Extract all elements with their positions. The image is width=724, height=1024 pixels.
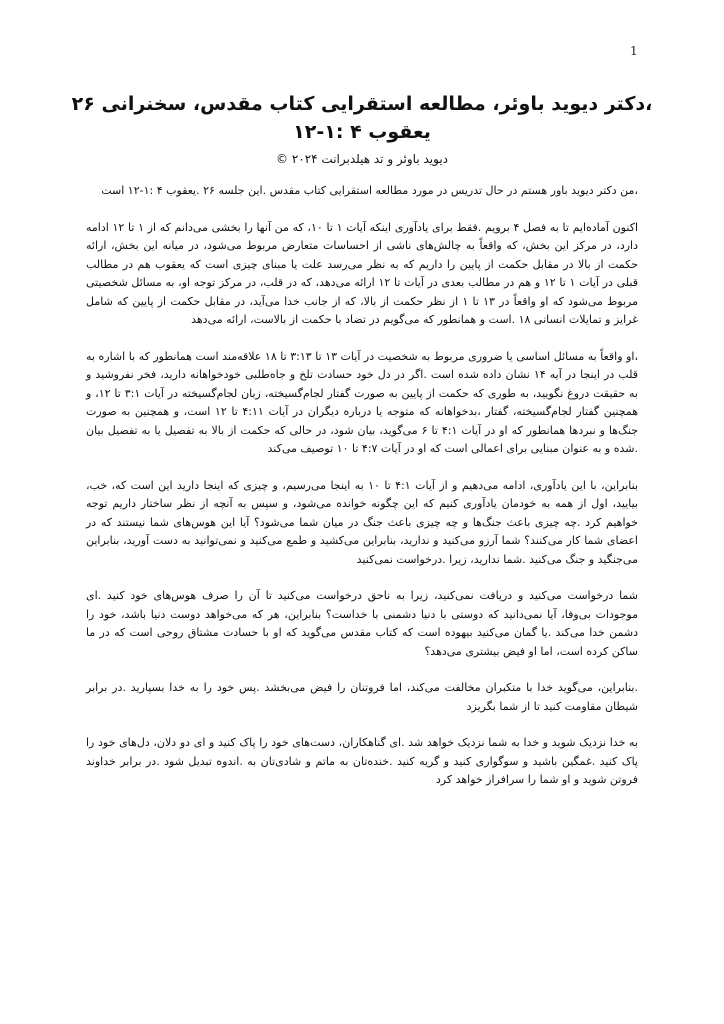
document-body xyxy=(86,182,638,808)
title-line-2: یعقوب ۴ :۱-۱۲ xyxy=(293,121,431,143)
paragraph: .بنابراین، می‌گوید خدا با متکبران مخالفت می‌کند، اما فروتنان را فیض می‌بخشد .پس خود را به خدا بسپارید .در برابر شیطان مقاومت کنید تا از شما بگریزد xyxy=(86,681,638,713)
paragraph: ،من دکتر دیوید باور هستم در حال تدریس در مورد مطالعه استقرایی کتاب مقدس .این جلسه ۲۶ .یعقوب ۴ :۱-۱۲ است xyxy=(101,184,638,197)
document-header xyxy=(60,90,664,168)
copyright-line: دیوید باوئر و تد هیلدبرانت ۲۰۲۴ © xyxy=(275,152,449,166)
paragraph: شما درخواست می‌کنید و دریافت نمی‌کنید، زیرا به ناحق درخواست می‌کنید تا آن را صرف هوس‌های خود کنید .ای موجودات بی‌وفا، آیا نمی‌دانید که دوستی با دنیا دشمنی با خداست؟ بنابراین، هر که می‌خواهد دوست دنیا باشد، خود را دشمن خدا می‌کند .یا گمان می‌کنید بیهوده است که کتاب مقدس می‌گوید که او با حسادت مشتاق روحی است که در ما ساکن کرده است، اما او فیض بیشتری می‌دهد؟ xyxy=(86,589,638,658)
paragraph: به خدا نزدیک شوید و خدا به شما نزدیک خواهد شد .ای گناهکاران، دست‌های خود را پاک کنید و ای دو دلان، دل‌های خود را پاک کنید .غمگین باشید و سوگواری کنید و گریه کنید .خنده‌تان به ماتم و شادی‌تان به .اندوه تبدیل شود .در برابر خداوند فروتن شوید و او شما را سرافراز خواهد کرد xyxy=(86,736,638,786)
paragraph: اکنون آماده‌ایم تا به فصل ۴ برویم .فقط برای یادآوری اینکه آیات ۱ تا ۱۰، که من آنها را بخشی می‌دانم که از ۱ تا ۱۲ ادامه دارد، در مرکز این بخش، که واقعاً به چالش‌های ناشی از احساسات متعارض مربوط می‌شود، در میانه این بخش، ارائه حکمت از بالا در مقابل حکمت از پایین را داریم که به نظر می‌رسد علت یا مبنای چیزی است که یعقوب هم در مطالب قبلی در آیات ۱ تا ۱۲ و هم در مطالب بعدی در آیات تا ۱۲ ارائه می‌دهد، که در قلب، در مرکز توجه او، به مسائل شخصیتی مربوط می‌شود که او واقعاً در ۱۳ تا ۱ از نظر حکمت از بالا، که از جانب خدا می‌آید، در مقابل حکمت از پایین که شامل غرایز و تمایلات انسانی ۱۸ .است و همانطور که می‌گویم در تضاد با حکمت از بالاست، ارائه می‌دهد xyxy=(86,220,639,326)
title-line-1: ،دکتر دیوید باوئر، مطالعه استقرایی کتاب مقدس، سخنرانی ۲۶ xyxy=(71,93,653,115)
paragraph: ،او واقعاً به مسائل اساسی یا ضروری مربوط به شخصیت در آیات ۱۳ تا ۳:۱۳ تا ۱۸ علاقه‌مند است همانطور که با اشاره به قلب در اینجا در آیه ۱۴ نشان داده شده است .اگر در دل خود حسادت تلخ و جاه‌طلبی خودخواهانه دارید، فخر نفروشید و به حقیقت دروغ نگویید، به طوری که حکمت از پایین به صورت گفتار لجام‌گسیخته، زبان لجام‌گسیخته در آیات ۳:۱ تا ۱۲، و همچنین گفتار لجام‌گسیخته، گفتار ،بدخواهانه که متوجه یا درباره دیگران در آیات ۴:۱۱ تا ۱۲ است، و همچنین به صورت جنگ‌ها و نبردها همانطور که او در آیات ۴:۱ تا ۶ می‌گوید، بیان شود، در حالی که حکمت از بالا به تفصیل یا به تفصیل بیان .شده و به عنوان مبنایی برای اعمالی است که او در آیات ۴:۷ تا ۱۰ توصیف می‌کند xyxy=(86,349,639,455)
paragraph: بنابراین، با این یادآوری، ادامه می‌دهیم و از آیات ۴:۱ تا ۱۰ به اینجا می‌رسیم، و چیزی که اینجا دارید این است که، خب، بیایید، اول از همه به خودمان یادآوری کنیم که این چگونه خوانده می‌شود، و سپس به آنچه از نظر ساختار داریم توجه خواهیم کرد .چه چیزی باعث جنگ‌ها و چه چیزی باعث جنگ در میان شما می‌شود؟ آیا این هوس‌های شما نیستند که در اعضای شما کار می‌کنند؟ شما آرزو می‌کنید و ندارید، بنابراین می‌کشید و طمع می‌کنید و نمی‌توانید به دست آورید، بنابراین می‌جنگید و جنگ می‌کنید .شما ندارید، زیرا .درخواست نمی‌کنید xyxy=(86,478,639,566)
page-number: 1 xyxy=(630,44,638,58)
